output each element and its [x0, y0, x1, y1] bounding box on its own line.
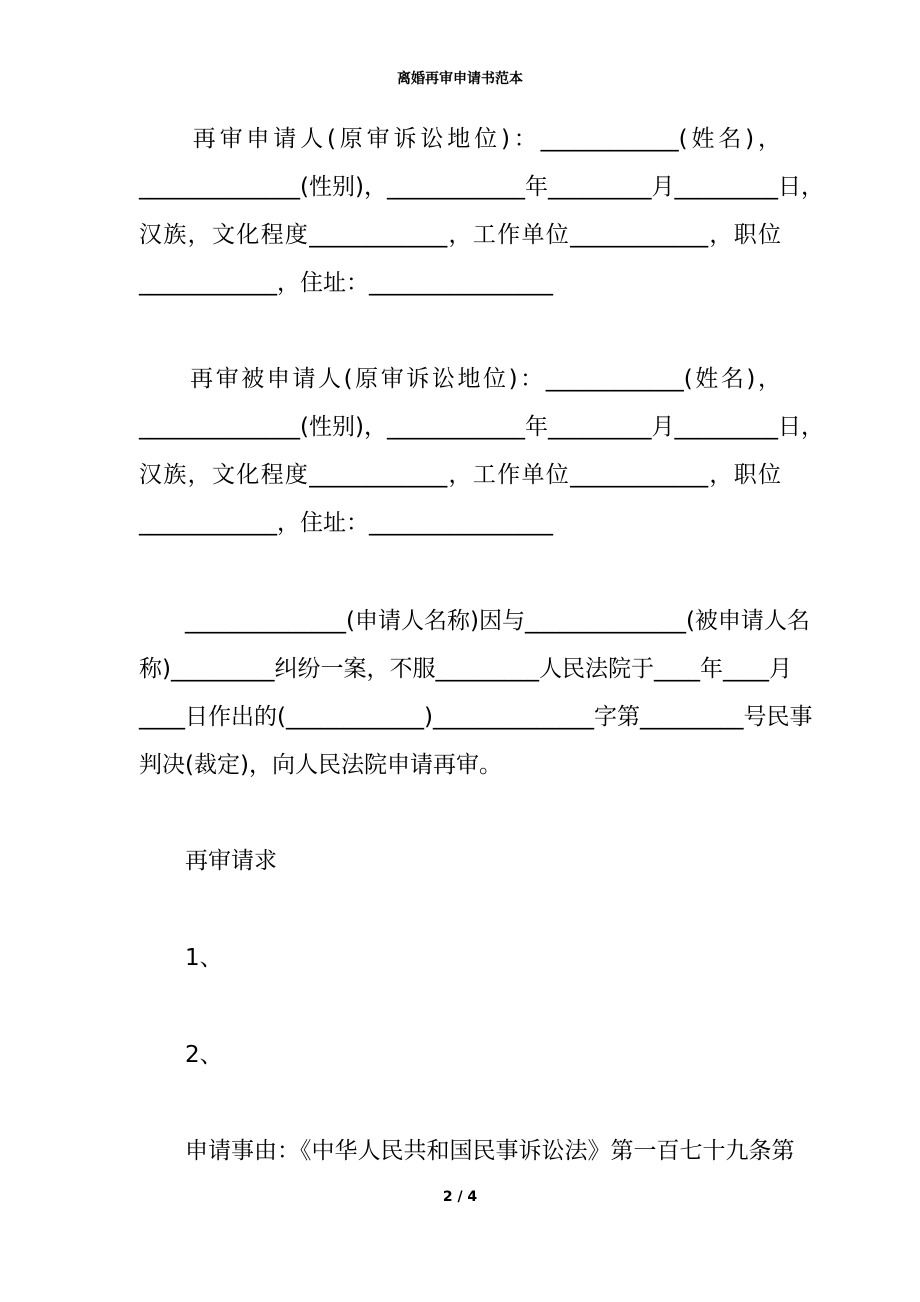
request-item-1: 1、	[139, 945, 223, 971]
case-line-2: 称)_________纠纷一案，不服_________人民法院于____年____月	[139, 656, 792, 682]
page-number: 2 / 4	[442, 1189, 478, 1205]
applicant-line-4: ____________，住址：________________	[139, 270, 553, 296]
applicant-line-1: 再审申请人(原审诉讼地位)：____________(姓名)，	[139, 126, 781, 152]
requests-heading: 再审请求	[139, 848, 277, 874]
respondent-line-4: ____________，住址：________________	[139, 510, 553, 536]
case-line-4: 判决(裁定)，向人民法院申请再审。	[139, 752, 502, 778]
respondent-line-3: 汉族，文化程度____________，工作单位____________，职位	[139, 462, 781, 488]
reason-line-1: 申请事由：《中华人民共和国民事诉讼法》第一百七十九条第	[139, 1138, 795, 1164]
applicant-line-2: ______________(性别)，____________年_________月_________日，	[139, 174, 824, 200]
case-line-3: ____日作出的(____________)______________字第_________号民事	[139, 704, 813, 730]
respondent-line-1: 再审被申请人(原审诉讼地位)：____________(姓名)，	[139, 366, 781, 392]
document-header-title: 离婚再审申请书范本	[397, 71, 523, 87]
applicant-line-3: 汉族，文化程度____________，工作单位____________，职位	[139, 222, 781, 248]
request-item-2: 2、	[139, 1042, 223, 1068]
respondent-line-2: ______________(性别)，____________年_________月_________日，	[139, 414, 824, 440]
case-line-1: ______________(申请人名称)因与______________(被申请人名	[139, 608, 810, 634]
